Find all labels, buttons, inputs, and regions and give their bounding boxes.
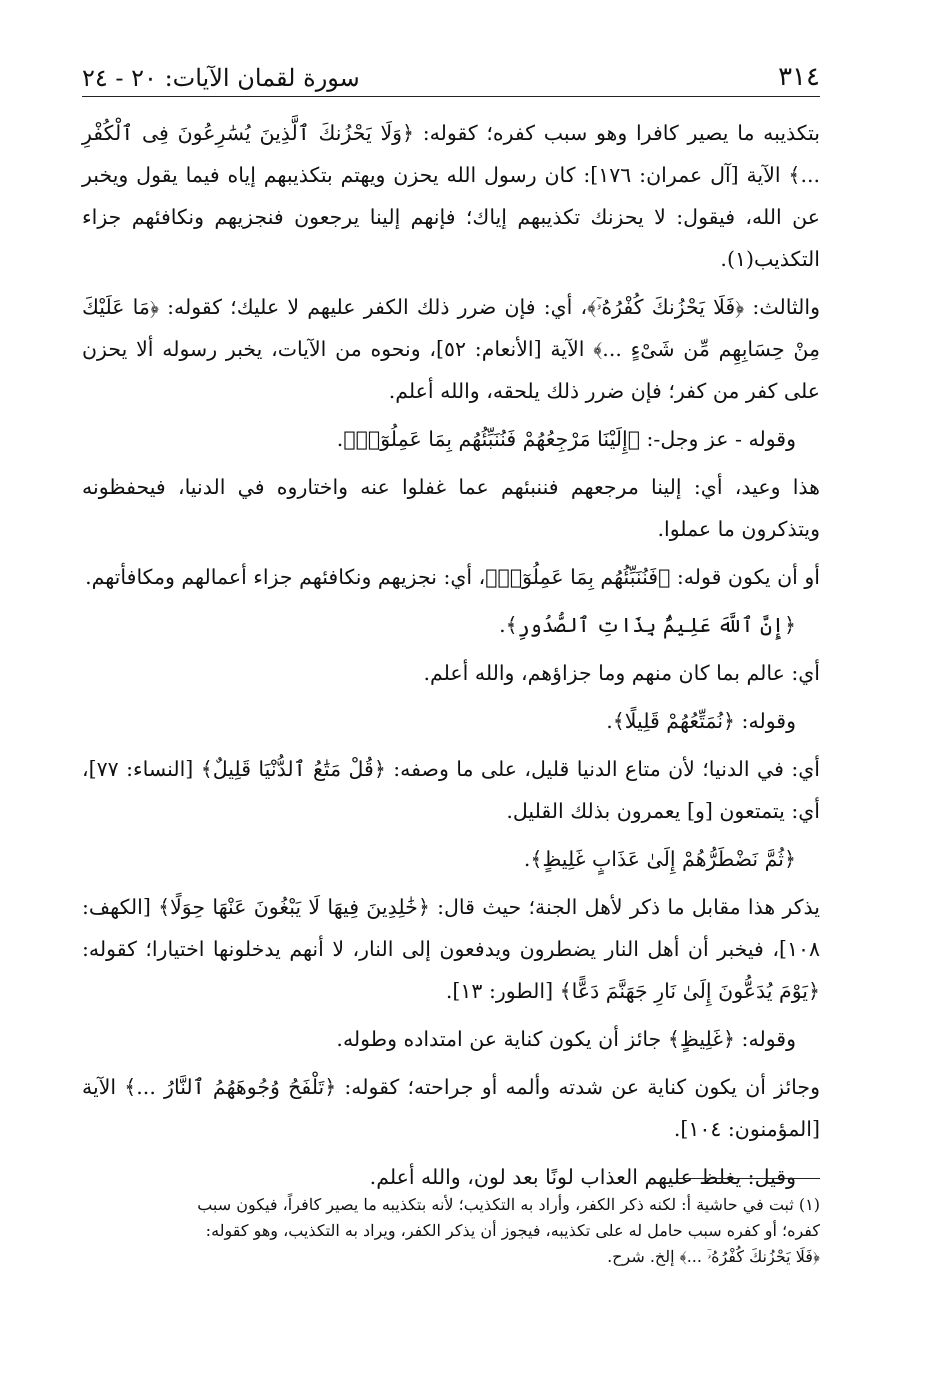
paragraph: وقوله: ﴿غَلِيظٍ﴾ جائز أن يكون كناية عن امتداده وطوله. (336, 1027, 796, 1051)
page-number: ٣١٤ (778, 62, 820, 92)
footnote-line: كفره؛ أو كفره سبب حامل له على تكذيبه، فيجوز أن يذكر الكفر، ويراد به التكذيب، وهو كقوله: (205, 1221, 820, 1240)
page-header (82, 52, 820, 92)
verse-line: ﴿ثُمَّ نَضْطَرُّهُمْ إِلَىٰ عَذَابٍ غَلِيظٍ﴾. (523, 847, 796, 871)
paragraph: أي: عالم بما كان منهم وما جزاؤهم، والله أعلم. (423, 661, 820, 685)
paragraph: وجائز أن يكون كناية عن شدته وألمه أو جراحته؛ كقوله: ﴿تَلْفَحُ وُجُوهَهُمُ ٱلنَّارُ ...﴾ الآية [المؤمنون: ١٠٤]. (82, 1075, 820, 1141)
footnote-line: ﴿فَلَا يَحْزُنكَ كُفْرُهُۥٓ ...﴾ إلخ. شرح. (607, 1247, 820, 1266)
paragraph: والثالث: ﴿فَلَا يَحْزُنكَ كُفْرُهُۥٓ﴾، أي: فإن ضرر ذلك الكفر عليهم لا عليك؛ كقوله: ﴿مَا عَلَيْكَ مِنْ حِسَابِهِم مِّن شَىْءٍ ...﴾ الآية [الأنعام: ٥٢]، ونحوه من الآيات، يخبر رسوله ألا يحزن على كفر من كفر؛ فإن ضرر ذلك يلحقه، والله أعلم. (82, 295, 820, 403)
footnote-line: (١) ثبت في حاشية أ: لكنه ذكر الكفر، وأراد به التكذيب؛ لأنه بتكذيبه ما يصير كافراً، فيكون سبب (197, 1195, 820, 1214)
main-text (82, 112, 820, 1204)
paragraph: أي: في الدنيا؛ لأن متاع الدنيا قليل، على ما وصفه: ﴿قُلْ مَتَٰعُ ٱلدُّنْيَا قَلِيلٌ﴾ [النساء: ٧٧]، أي: يتمتعون [و] يعمرون بذلك القليل. (82, 757, 820, 823)
footnote (82, 1192, 820, 1270)
footnote-rule (676, 1178, 820, 1179)
paragraph: يذكر هذا مقابل ما ذكر لأهل الجنة؛ حيث قال: ﴿خَٰلِدِينَ فِيهَا لَا يَبْغُونَ عَنْهَا حِوَلًا﴾ [الكهف: ١٠٨]، فيخبر أن أهل النار يضطرون ويدفعون إلى النار، لا أنهم يدخلونها اختيارا؛ كقوله: ﴿يَوْمَ يُدَعُّونَ إِلَىٰ نَارِ جَهَنَّمَ دَعًّا﴾ [الطور: ١٣]. (82, 895, 820, 1003)
paragraph: أو أن يكون قوله: ﴿فَنُنَبِّئُهُم بِمَا عَمِلُوٓا۟﴾، أي: نجزيهم ونكافئهم جزاء أعمالهم ومكافأتهم. (85, 565, 820, 589)
running-title: سورة لقمان الآيات: ٢٠ - ٢٤ (82, 64, 360, 92)
header-rule (82, 96, 820, 97)
paragraph: وقوله - عز وجل-: ﴿إِلَيْنَا مَرْجِعُهُمْ فَنُنَبِّئُهُم بِمَا عَمِلُوٓا۟﴾. (336, 427, 796, 451)
verse-line: ﴿إِنَّ ٱللَّهَ عَلِيمٌۢ بِذَاتِ ٱلصُّدُورِ﴾. (499, 613, 796, 637)
paragraph: بتكذيبه ما يصير كافرا وهو سبب كفره؛ كقوله: ﴿وَلَا يَحْزُنكَ ٱلَّذِينَ يُسَٰرِعُونَ فِى ٱلْكُفْرِ ...﴾ الآية [آل عمران: ١٧٦]: كان رسول الله يحزن ويهتم بتكذيبهم إياه فيما يقول ويخبر عن الله، فيقول: لا يحزنك تكذيبهم إياك؛ فإنهم إلينا يرجعون فنجزيهم ونكافئهم جزاء التكذيب(١). (82, 121, 820, 271)
paragraph: هذا وعيد، أي: إلينا مرجعهم فننبئهم عما غفلوا عنه واختاروه في الدنيا، فيحفظونه ويتذكرون ما عملوا. (82, 475, 820, 541)
paragraph: وقيل: يغلظ عليهم العذاب لونًا بعد لون، والله أعلم. (369, 1165, 796, 1189)
paragraph: وقوله: ﴿نُمَتِّعُهُمْ قَلِيلًا﴾. (606, 709, 796, 733)
